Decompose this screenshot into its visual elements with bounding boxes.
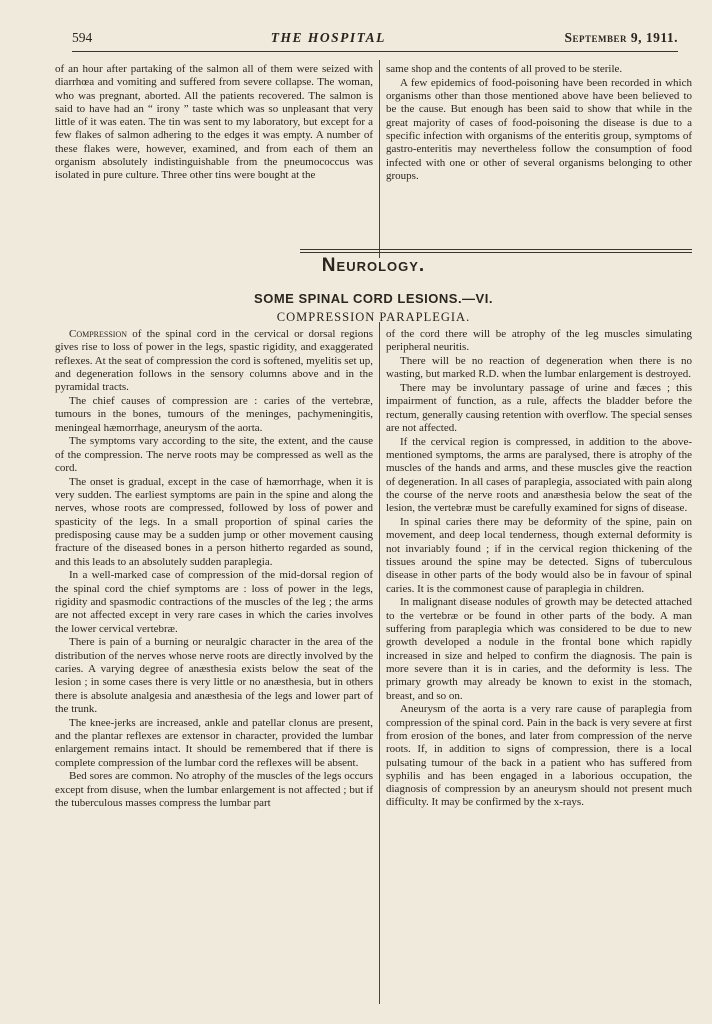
paragraph: There will be no reaction of degeneration when there is no wasting, but marked R.D. when the lumbar enlargement is destroyed. [386, 355, 692, 381]
top-left-column [55, 63, 373, 263]
column-divider-bottom [379, 322, 380, 1004]
paragraph: If the cervical region is compressed, in addition to the above-mentioned symptoms, the arms are paralysed, there is atrophy of the muscles of the hands and arms, and these muscles give the reaction of degeneration. In all cases of paraplegia, associated with pain along the course of the nerve roots and anæsthesia below the seat of the lesion, the vertebræ must be carefully examined for signs of disease. [386, 435, 692, 515]
paragraph: In a well-marked case of compression of the mid-dorsal region of the spinal cord the chief symptoms are : loss of power in the legs, rigidity and spasmodic contractions of the muscles of the leg ; the arms are not affected except in very rare cases in which the caries involves the lower cervical vertebræ. [55, 569, 373, 635]
issue-date: September 9, 1911. [564, 30, 678, 45]
paragraph: Aneurysm of the aorta is a very rare cause of paraplegia from compression of the spinal cord. Pain in the back is very severe at first from erosion of the bones, and later from compression of the nerve roots. If, in addition to signs of compression, there is a local pulsating tumour of the back in a patient who has suffered from syphilis and has been engaged in a laborious occupation, the diagnosis of compression by an aneurysm should not present much difficulty. It may be confirmed by the x-rays. [386, 703, 692, 809]
section-heading: Neurology. [321, 255, 426, 276]
running-header [72, 30, 678, 50]
drop-word: Compression [69, 328, 128, 340]
column-divider-top [379, 60, 380, 258]
paragraph: There may be involuntary passage of urine and fæces ; this impairment of function, as a rule, affects the bladder before the rectum, generally causing retention with overflow. The special senses are not affected. [386, 382, 692, 435]
paragraph: In malignant disease nodules of growth may be detected attached to the vertebræ or be found in other parts of the body. A man suffering from paraplegia which was considered to be due to new growth developed a nodule in the frontal bone which rapidly increased in size and helped to confirm the diagnosis. The pain is more severe than it is in caries, and the deformity is less. The primary growth may already be known to exist in the stomach, breast, and so on. [386, 596, 692, 702]
paragraph: Bed sores are common. No atrophy of the muscles of the legs occurs except from disuse, when the lumbar enlargement is not affected ; but if the tuberculous masses compress the lumbar part [55, 770, 373, 809]
opening-text: of the spinal cord in the cervical or dorsal regions gives rise to loss of power in the legs, spastic rigidity, and exaggerated reflexes. At the seat of compression the cord is softened, myelitis set up, and degeneration follows in the sensory columns above and in the pyramidal tracts. [55, 328, 374, 394]
paragraph: of an hour after partaking of the salmon all of them were seized with diarrhœa and vomiting and suffered from severe collapse. The woman, who was pregnant, aborted. All the patients recovered. The salmon is said to have had an “ irony ” taste which was so unpleasant that very little of it was eaten. The tin was sent to my laboratory, but except for a few flakes of salmon adhering to the edges it was empty. A number of these flakes were, however, examined, and from each of them an organism absolutely indistinguishable from the pneumococcus was isolated in pure culture. Three other tins were bought at the [55, 63, 373, 182]
paragraph: There is pain of a burning or neuralgic character in the area of the distribution of the nerves whose nerve roots are directly involved by the caries. A varying degree of anæsthesia exists below the seat of the lesion ; in some cases there is very little or no anæsthesia, but in others there is absolute analgesia and anæsthesia of the legs and lower part of the trunk. [55, 636, 373, 715]
paragraph: same shop and the contents of all proved to be sterile. [386, 63, 623, 75]
journal-title: THE HOSPITAL [270, 30, 386, 45]
paragraph: of the cord there will be atrophy of the leg muscles simulating peripheral neuritis. [386, 328, 692, 354]
bottom-left-column [55, 328, 373, 1008]
paragraph: The knee-jerks are increased, ankle and patellar clonus are present, and the plantar reflexes are extensor in character, provided the lumbar enlargement remains intact. It should be remembered that if there is complete compression of the lumbar cord the reflexes will be absent. [55, 716, 373, 769]
paragraph: In spinal caries there may be deformity of the spine, pain on movement, and deep local tenderness, though external deformity is not invariably found ; if in the cervical region thickening of the tissues around the spine may be detected. Signs of tuberculous disease in other parts of the body would also be in favour of spinal caries. It is the commonest cause of paraplegia in children. [386, 516, 692, 595]
opening-paragraph [55, 328, 373, 394]
page-number: 594 [72, 30, 93, 45]
paragraph: The chief causes of compression are : caries of the vertebræ, tumours in the bones, tumours of the meninges, pachymeningitis, meningeal hæmorrhage, aneurysm of the aorta. [55, 394, 373, 434]
header-rule [72, 51, 678, 52]
paragraph: The symptoms vary according to the site, the extent, and the cause of the compression. The nerve roots may be compressed as well as the cord. [55, 435, 373, 474]
paragraph: The onset is gradual, except in the case of hæmorrhage, when it is very sudden. The earliest symptoms are pain in the spine and along the nerves, whose roots are compressed, followed by loss of power and spasticity of the legs. In a small proportion of spinal caries the predisposing cause may be a sudden jump or other movement causing fracture of the diseased bones in a person hitherto regarded as sound, and this leads to an absolutely sudden paraplegia. [55, 475, 373, 568]
article-title: SOME SPINAL CORD LESIONS.—VI. [254, 291, 493, 306]
top-right-column [386, 63, 692, 263]
section-rule [300, 249, 692, 250]
section-rule [300, 252, 692, 253]
bottom-right-column [386, 328, 692, 1008]
paragraph: A few epidemics of food-poisoning have been recorded in which organisms other than those mentioned above have been believed to be the cause. But enough has been said to show that while in the great majority of cases of food-poisoning the disease is due to a specific infection with organisms of the enteritis group, symptoms of gastro-enteritis may nevertheless follow the consumption of food infected with one or other of several organisms belonging to other groups. [386, 76, 692, 182]
article-subtitle: COMPRESSION PARAPLEGIA. [276, 310, 471, 324]
